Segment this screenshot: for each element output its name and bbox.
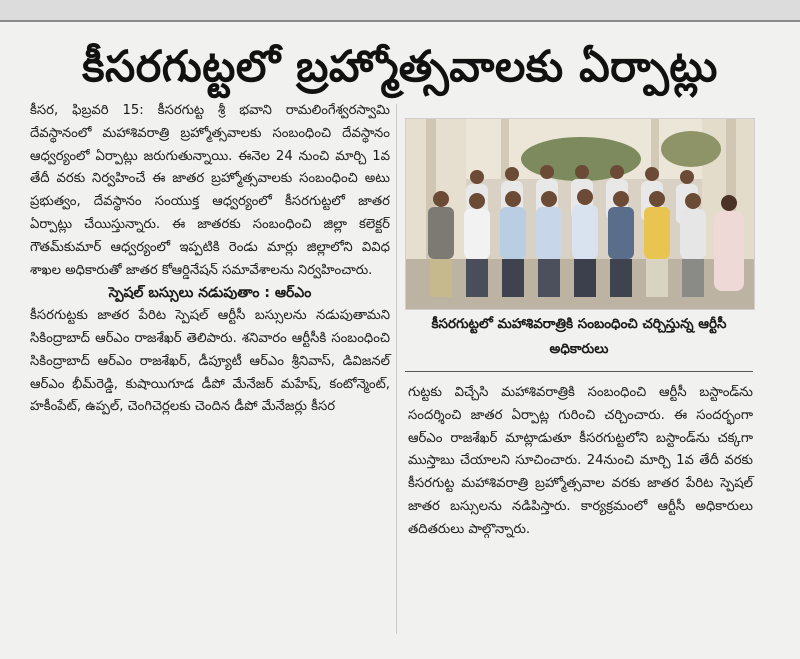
left-column	[30, 100, 390, 419]
article-headline: కీసరగుట్టలో బ్రహ్మోత్సవాలకు ఏర్పాట్లు	[82, 42, 718, 92]
column-divider	[396, 104, 397, 634]
officials-photo-illustration	[406, 119, 754, 309]
caption-divider	[405, 371, 753, 372]
news-photo	[405, 118, 755, 310]
subheading: స్పెషల్ బస్సులు నడుపుతాం : ఆర్ఎం	[108, 285, 312, 302]
intro-paragraph: కీసర, ఫిబ్రవరి 15: కీసరగుట్ట శ్రీ భవాని రామలింగేశ్వరస్వామి దేవస్థానంలో మహాశివరాత్రి బ్రహ్మోత్సవాలకు సంబంధించి దేవస్థానం ఆధ్వర్యంలో ఏర్పాట్లు జరుగుతున్నాయి. ఈనెల 24 నుంచి మార్చి 1వ తేదీ వరకు నిర్వహించే ఈ జాతర బ్రహ్మోత్సవాలకు సంబంధించి అటు ప్రభుత్వం, దేవస్థానం సంయుక్త ఆధ్వర్యంలో కీసరగుట్టలో జాతర ఏర్పాట్లు చేయిస్తున్నారు. ఈ జాతరకు సంబంధించి జిల్లా కలెక్టర్ గౌతమ్‌కుమార్ ఆధ్వర్యంలో ఇప్పటికి రెండు మార్లు జిల్లాలోని వివిధ శాఖల అధికారుతో జాతర కోఆర్డినేషన్ సమావేశాలను నిర్వహించారు.	[30, 103, 390, 278]
right-column	[408, 382, 753, 542]
page-top-rule	[0, 0, 800, 22]
photo-caption: కీసరగుట్టలో మహాశివరాత్రికి సంబంధించి చర్చిస్తున్న ఆర్టీసీ అధికారులు	[431, 316, 727, 357]
continuation-paragraph: గుట్టకు విచ్చేసి మహాశివరాత్రికి సంబంధించి ఆర్టీసీ బస్టాండ్‌ను సందర్శించి జాతర ఏర్పాట్ల గురించి చర్చించారు. ఈ సందర్భంగా ఆర్ఎం రాజశేఖర్ మాట్లాడుతూ కీసరగుట్టలోని బస్టాండ్‌ను చక్కగా ముస్తాబు చేయాలని సూచించారు. 24నుంచి మార్చి 1వ తేదీ వరకు కీసరగుట్ట మహాశివరాత్రి బ్రహ్మోత్సవాల వరకు జాతర పేరిట స్పెషల్ జాతర బస్సులను నడిపిస్తారు. కార్యక్రమంలో ఆర్టీసీ అధికారులు తదితరులు పాల్గొన్నారు.	[408, 385, 753, 537]
bus-paragraph: కీసరగుట్టకు జాతర పేరిట స్పెషల్ ఆర్టీసీ బస్సులను నడుపుతామని సికింద్రాబాద్ ఆర్ఎం రాజశేఖర్ తెలిపారు. శనివారం ఆర్టీసీకి సంబంధించి సికింద్రాబాద్ ఆర్ఎం రాజశేఖర్, డీప్యూటీ ఆర్ఎం శ్రీనివాస్, డివిజనల్ ఆర్ఎం భీమ్‌రెడ్డి, కుషాయిగూడ డీపో మేనేజర్ మహేష్, కంటోన్మెంట్, హకీంపేట్, ఉప్పల్, చెంగిచెర్లలకు చెందిన డీపో మేనేజర్లు కీసర	[30, 308, 390, 415]
